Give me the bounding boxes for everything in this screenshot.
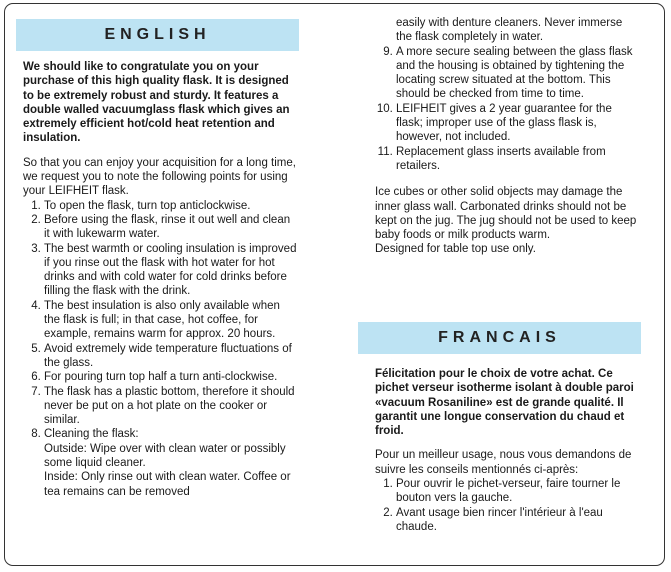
list-item: 6. For pouring turn top half a turn anti-clockwise. xyxy=(44,370,299,384)
english-intro: We should like to congratulate you on your purchase of this high quality flask. It is designed to be extremely robust and sturdy. It features a double walled vacuumglass flask which gives an extremely efficient hot/cold heat retention and insulation. xyxy=(23,61,290,145)
cleaning-continued: easily with denture cleaners. Never immerse the flask completely in water. xyxy=(396,17,623,44)
english-lead: So that you can enjoy your acquisition for a long time, we request you to note the following points for using your LEIFHEIT flask. xyxy=(23,156,296,198)
french-intro: Félicitation pour le choix de votre achat. Ce pichet verseur isotherme isolant à double paroi «vacuum Rosaniline» est de grande qualité. Il garantit une longue conservation du chaud et froid. xyxy=(375,368,634,438)
cleaning-title: 8. Cleaning the flask: xyxy=(44,428,139,441)
cleaning-outside: Outside: Wipe over with clean water or possibly some liquid cleaner. xyxy=(44,442,286,470)
english-instructions-list xyxy=(23,199,299,499)
list-item: 4. The best insulation is also only available when the flask is full; in that case, hot coffee, for example, remains warm for approx. 20 hours. xyxy=(44,299,299,342)
list-item: 2. Avant usage bien rincer l'intérieur à l'eau chaude. xyxy=(396,506,637,535)
list-item: 10. LEIFHEIT gives a 2 year guarantee for the flask; improper use of the glass flask is, however, not included. xyxy=(396,102,637,145)
list-item: 2. Before using the flask, rinse it out well and clean it with lukewarm water. xyxy=(44,213,299,242)
cleaning-inside: Inside: Only rinse out with clean water. Coffee or tea remains can be removed xyxy=(44,471,291,498)
instruction-leaflet xyxy=(4,3,665,566)
english-note: Ice cubes or other solid objects may damage the inner glass wall. Carbonated drinks should not be kept on the jug. The jug should not be used to keep baby foods or milk products warm. xyxy=(375,186,637,242)
english-note-tabletop: Designed for table top use only. xyxy=(375,243,536,256)
french-column xyxy=(375,367,637,534)
french-instructions-list xyxy=(375,477,637,534)
french-heading: FRANCAIS xyxy=(358,322,641,354)
french-lead: Pour un meilleur usage, nous vous demandons de suivre les conseils mentionnés ci-après: xyxy=(375,449,632,476)
english-heading: ENGLISH xyxy=(16,19,299,51)
list-item: 1. Pour ouvrir le pichet-verseur, faire tourner le bouton vers la gauche. xyxy=(396,477,637,506)
list-item: 5. Avoid extremely wide temperature fluctuations of the glass. xyxy=(44,342,299,371)
list-item xyxy=(44,427,299,498)
list-item: 7. The flask has a plastic bottom, therefore it should never be put on a hot plate on the cooker or similar. xyxy=(44,385,299,428)
english-column-continued xyxy=(375,16,637,257)
list-item: 3. The best warmth or cooling insulation is improved if you rinse out the flask with hot water for hot drinks and with cold water for cold drinks before filling the flask with the drink. xyxy=(44,242,299,299)
list-item: 1. To open the flask, turn top anticlockwise. xyxy=(44,199,299,213)
list-item: 11. Replacement glass inserts available from retailers. xyxy=(396,145,637,174)
list-item: 9. A more secure sealing between the glass flask and the housing is obtained by tightening the locating screw situated at the bottom. This should be checked from time to time. xyxy=(396,45,637,102)
english-column xyxy=(23,60,299,499)
english-instructions-list-continued xyxy=(375,45,637,174)
